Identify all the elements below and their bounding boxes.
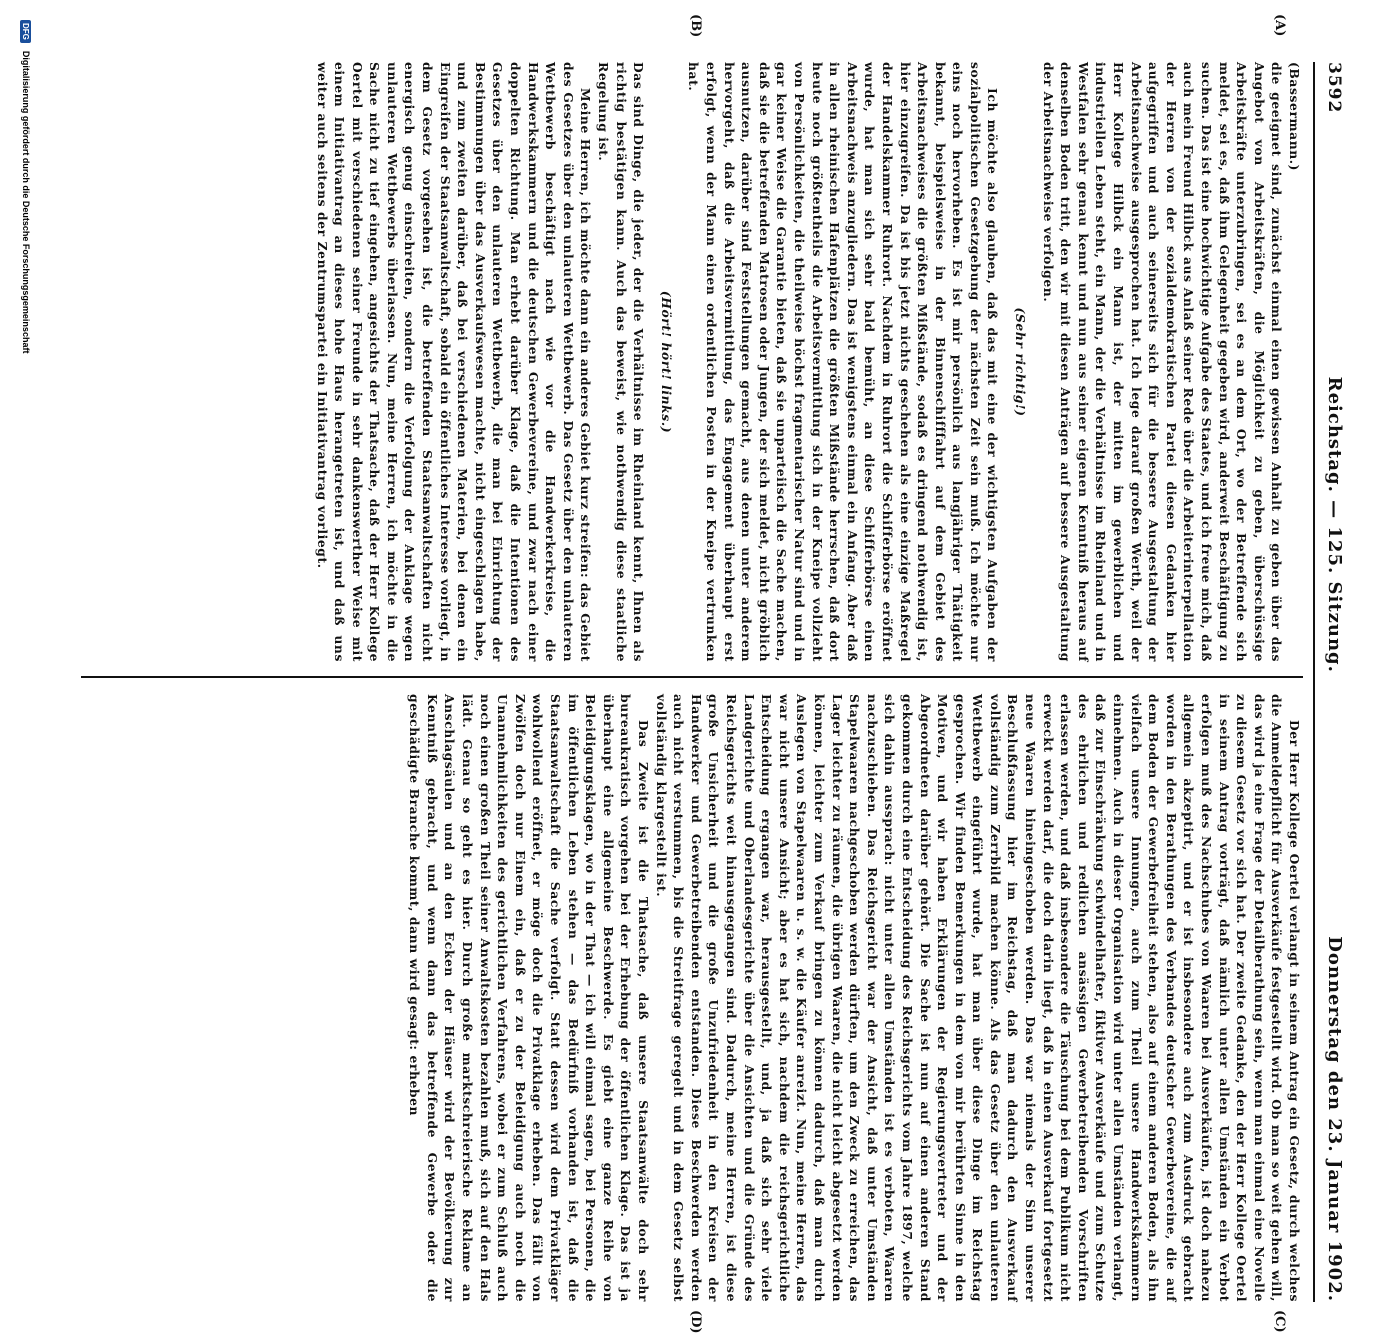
interjection-1: (Sehr richtig!) (1013, 307, 1029, 417)
margin-marker-c: (C) (1272, 1310, 1287, 1333)
speaker-name: (Bassermann.) (1287, 62, 1302, 172)
session-date: Donnerstag den 23. Januar 1902. (1324, 936, 1345, 1302)
left-column (73, 62, 1303, 662)
left-paragraph-2: Ich möchte also glauben, daß das mit eine der wichtigsten Aufgaben der sozialpolitischen Gesetzgebung der nächsten Zeit sein muß. Ich möchte nur eins noch hervorheben. Es ist mir persönlich aus langjähriger Thätigkeit bekannt, beispielsweise in der Binnenschifffahrt auf dem Gebiet des Arbeitsnachweises die größten Mißstände, sodaß es dringend nothwendig ist, hier einzugreifen. Da ist bis jetzt nichts geschehen als eine einzige Maßregel der Handelskammer Ruhrort. Nachdem in Ruhrort die Schifferbörse eröffnet wurde, hat man sich sehr bald bemüht, an diese Schifferbörse einen Arbeitsnachweis anzugliedern. Das ist wenigstens einmal ein Anfang. Aber daß in allen rheinischen Hafenplätzen die größten Mißstände herrschen, daß dort heute noch größtentheils die Arbeitsvermittlung sich in der Kneipe vollzieht von Persönlichkeiten, die theilweise höchst fragmentarischer Natur sind und in gar keiner Weise die Garantie bieten, daß sie unparteiisch die Sache machen, daß sie die betreffenden Matrosen oder Jungen, der sich meldet, nicht gröblich ausnutzen, darüber sind Feststellungen gemacht, aus denen unter anderem hervorgeht, daß die Arbeitsvermittlung, das Engagement überhaupt erst erfolgt, wenn der Mann einen ordentlichen Posten in der Kneipe vertrunken hat. (686, 62, 1001, 662)
right-column (73, 694, 1303, 1302)
column-divider (81, 676, 1303, 678)
interjection-2: (Hört! hört! links.) (658, 290, 674, 434)
session-title: Reichstag. — 125. Sitzung. (1324, 376, 1345, 673)
margin-marker-a: (A) (1272, 14, 1287, 37)
left-paragraph-1: die geeignet sind, zunächst einmal einen gewissen Anhalt zu geben über das Angebot von Arbeitskräften, die Möglichkeit zu geben, überschüssige Arbeitskräfte unterzubringen, sei es an dem Ort, wo der Betreffende sich meldet, sei es, daß ihm Gelegenheit gegeben wird, anderweit Beschäftigung zu suchen. Das ist eine hochwichtige Aufgabe des Staates, und ich freue mich, daß auch mein Freund Hilbck aus Anlaß seiner Rede über die Arbeiterinterpellation der Herren von der sozialdemokratischen Partei diesen Gedanken hier aufgegriffen und auch seinerseits sich für die bessere Ausgestaltung der Arbeitsnachweise ausgesprochen hat. Ich lege darauf großen Werth, weil der Herr Kollege Hilbck ein Mann ist, der mitten im gewerblichen und industriellen Leben steht, ein Mann, der die Verhältnisse im Rheinland und in Westfalen sehr genau kennt und nun aus seiner eigenen Kenntniß heraus auf denselben Boden tritt, den wir mit diesen Anträgen auf bessere Ausgestaltung der Arbeitsnachweise verfolgen. (1040, 62, 1285, 662)
right-paragraph-1: Der Herr Kollege Oertel verlangt in seinem Antrag ein Gesetz, durch welches die Anmeldepflicht für Ausverkäufe festgestellt wird. Ob man so weit gehen will, das wird ja eine Frage der Detailberathung sein, wenn man einmal eine Novelle zu diesem Gesetz vor sich hat. Der zweite Gedanke, den der Herr Kollege Oertel in seinem Antrag vorträgt, daß nämlich unter allen Umständen ein Verbot erfolgen muß des Nachschubes von Waaren bei Ausverkäufen, ist doch nahezu allgemein akzeptirt, und er ist insbesondere auch zum Ausdruck gebracht worden in den Berathungen des Verbandes deutscher Gewerbevereine, die auf dem Boden der Gewerbefreiheit stehen, also auf einem anderen Boden, als ihn vielfach unsere Innungen, auch zum Theil unsere Handwerkskammern einnehmen. Auch in dieser Organisation wird unter allen Umständen verlangt, daß zur Einschränkung schwindelhafter, fiktiver Ausverkäufe und zum Schutze des ehrlichen und redlichen ansässigen Gewerbetreibenden Vorschriften erlassen werden, und daß insbesondere die Täuschung bei dem Publikum nicht erweckt werden darf, die doch darin liegt, daß in einen Ausverkauf fortgesetzt neue Waaren hineingeschoben werden. Das war niemals der Sinn unserer Beschlußfassung hier im Reichstag, daß man dadurch den Ausverkauf vollständig zum Zerrbild machen könne. Als das Gesetz über den unlauteren Wettbewerb eingeführt wurde, hat man über diese Dinge im Reichstag gesprochen. Wir finden Bemerkungen in dem von mir berührten Sinne in den Motiven, und wir haben Erklärungen der Regierungsvertreter und der Abgeordneten darüber gehört. Die Sache ist nun auf einen anderen Stand gekommen durch eine Entscheidung des Reichsgerichts vom Jahre 1897, welche sich dahin aussprach: nicht unter allen Umständen ist es verboten, Waaren nachzuschieben. Das Reichsgericht war der Ansicht, daß unter Umständen Stapelwaaren nachgeschoben werden dürften, um den Zweck zu erreichen, das Lager leichter zu räumen, die übrigen Waaren, die nicht leicht abgesetzt werden können, leichter zum Verkauf bringen zu können dadurch, daß man durch Auslegen von Stapelwaaren u. s. w. die Käufer anreizt. Nun, meine Herren, das war nicht unsere Ansicht; aber es hat sich, nachdem die reichsgerichtliche Entscheidung ergangen war, herausgestellt, und, ja daß sich sehr viele Landgerichte und Oberlandesgerichte über die Ansichten und die Gründe des Reichsgerichts weit hinausgegangen sind. Dadurch, meine Herren, ist diese große Unsicherheit und die große Unzufriedenheit in den Kreisen der Handwerker und Gewerbetreibenden entstanden. Diese Beschwerden werden auch nicht verstummen, bis die Streitfrage geregelt und in dem Gesetz selbst vollständig klargestellt ist. (653, 694, 1302, 1302)
page-number: 3592 (1324, 62, 1344, 114)
right-paragraph-2: Das Zweite ist die Thatsache, daß unsere Staatsanwälte doch sehr bureaukratisch vorgehen bei der Erhebung der öffentlichen Klage. Das ist ja überhaupt eine allgemeine Beschwerde. Es giebt eine ganze Reihe von Beleidigungsklagen, wo in der That — ich will einmal sagen, bei Personen, die im öffentlichen Leben stehen — das Bedürfniß vorhanden ist, daß die Staatsanwaltschaft die Sache verfolgt. Statt dessen wird dem Privatkläger wohlwollend eröffnet, er möge doch die Privatklage erheben. Das fällt von Zwölfen doch nur Einem ein, daß er zu der Beleidigung auch noch die Unannehmlichkeiten des gerichtlichen Verfahrens, wobei er zum Schluß auch noch einen großen Theil seiner Anwaltskosten bezahlen muß, sich auf den Hals lädt. Genau so geht es hier. Durch große marktschreierische Reklame an Anschlagsäulen und an den Ecken der Häuser wird der Bevölkerung zur Kenntniß gebracht, und wenn dann das betreffende Gewerbe oder die geschädigte Branche kommt, dann wird gesagt: erheben (407, 694, 652, 1302)
left-paragraph-4: Meine Herren, ich möchte dann ein anderes Gebiet kurz streifen: das Gebiet des Gesetzes über den unlauteren Wettbewerb. Das Gesetz über den unlauteren Wettbewerb beschäftigt nach wie vor die Handwerkerkreise, die Handwerkskammern und die deutschen Gewerbevereine, und zwar nach einer doppelten Richtung. Man erhebt darüber Klage, daß die Intentionen des Gesetzes über den unlauteren Wettbewerb, die man bei Einrichtung der Bestimmungen über das Ausverkaufswesen machte, nicht eingeschlagen habe, und zum zweiten darüber, daß bei verschiedenen Materien, bei denen ein Eingreifen der Staatsanwaltschaft, sobald ein öffentliches Interesse vorliegt, in dem Gesetz vorgesehen ist, die betreffenden Staatsanwaltschaften nicht energisch genug einschreiten, sondern die Verfolgung der Anklage wegen unlauteren Wettbewerbs überlassen. Nun, meine Herren, ich möchte in die Sache nicht zu tief eingehen, angesichts der Thatsache, daß der Herr Kollege Oertel mit verschiedenen seiner Freunde in sehr dankenswerther Weise mit einem Initiativantrag an dieses hohe Haus herangetreten ist, und daß uns weiter auch seitens der Zentrumspartei ein Initiativantrag vorliegt. (314, 62, 594, 662)
digitization-credit: Digitalisierung gefördert durch die Deutsche Forschungsgemeinschaft (21, 50, 31, 354)
page-header (1313, 62, 1345, 1302)
digitization-stamp (13, 0, 39, 1000)
margin-marker-d: (D) (688, 1310, 703, 1334)
dfg-logo: DFG (21, 20, 32, 43)
margin-marker-b: (B) (688, 14, 703, 38)
left-paragraph-3: Das sind Dinge, die jeder, der die Verhältnisse im Rheinland kennt, Ihnen als richtig bestätigen kann. Auch das beweist, wie nothwendig diese staatliche Regelung ist. (596, 62, 647, 662)
